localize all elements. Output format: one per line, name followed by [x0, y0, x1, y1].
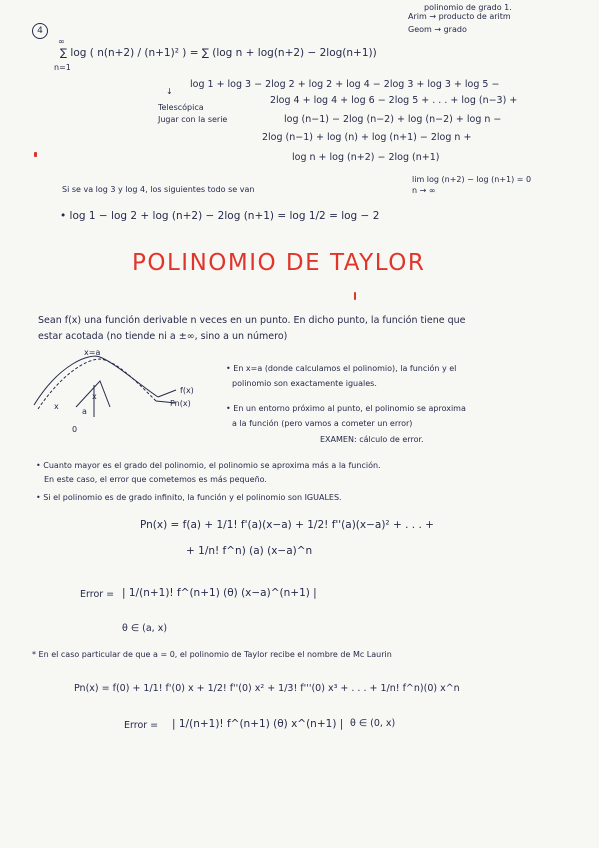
- bullet-3a: • Cuanto mayor es el grado del polinomio, el polinomio se aproxima más a la función.: [36, 461, 381, 470]
- header-note-3: Geom → grado: [408, 25, 467, 34]
- bullet-4: • Si el polinomio es de grado infinito, la función y el polinomio son IGUALES.: [36, 493, 342, 502]
- bullet-2a: • En un entorno próximo al punto, el polinomio se aproxima: [226, 404, 466, 413]
- expansion-line-1: log 1 + log 3 − 2log 2 + log 2 + log 4 − 2log 3 + log 3 + log 5 −: [190, 79, 500, 90]
- error-expression: | 1/(n+1)! f^(n+1) (θ) (x−a)^(n+1) |: [122, 587, 317, 599]
- graph-label-x1: x: [54, 402, 59, 411]
- header-note-1: polinomio de grado 1.: [424, 3, 512, 12]
- red-mark: [34, 152, 37, 157]
- taylor-formula-1: Pn(x) = f(a) + 1/1! f'(a)(x−a) + 1/2! f''(a)(x−a)² + . . . +: [140, 519, 434, 531]
- section-title: POLINOMIO DE TAYLOR: [132, 250, 426, 276]
- limit-expression: lim log (n+2) − log (n+1) = 0: [412, 175, 532, 184]
- graph-label-pnx: Pn(x): [170, 399, 191, 408]
- sum-index-top: ∞: [58, 37, 65, 46]
- series-equation: ∑ log ( n(n+2) / (n+1)² ) = ∑ (log n + log(n+2) − 2log(n+1)): [60, 47, 377, 59]
- remark-text: Si se va log 3 y log 4, los siguientes todo se van: [62, 185, 255, 194]
- error-label: Error =: [80, 589, 115, 600]
- maclaurin-error-label: Error =: [124, 720, 159, 731]
- maclaurin-error-expression: | 1/(n+1)! f^(n+1) (θ) x^(n+1) |: [172, 718, 344, 730]
- down-arrow-label: ↓: [166, 87, 173, 96]
- bullet-1b: polinomio son exactamente iguales.: [232, 379, 377, 388]
- graph-label-zero: 0: [72, 425, 78, 434]
- sum-index-bottom: n=1: [54, 63, 71, 72]
- bullet-2b: a la función (pero vamos a cometer un error): [232, 419, 413, 428]
- graph-label-x2: x: [92, 392, 97, 401]
- intro-line-2: estar acotada (no tiende ni a ±∞, sino a un número): [38, 331, 288, 342]
- limit-subscript: n → ∞: [412, 186, 436, 195]
- maclaurin-error-domain: θ ∈ (0, x): [350, 718, 396, 729]
- expansion-line-5: log n + log (n+2) − 2log (n+1): [292, 152, 440, 163]
- bullet-3b: En este caso, el error que cometemos es más pequeño.: [44, 475, 267, 484]
- side-label-play: Jugar con la serie: [158, 115, 228, 124]
- exercise-number: 4: [32, 23, 48, 39]
- graph-label-xa: x=a: [84, 348, 101, 357]
- red-mark: [354, 292, 356, 300]
- maclaurin-formula: Pn(x) = f(0) + 1/1! f'(0) x + 1/2! f''(0) x² + 1/3! f'''(0) x³ + . . . + 1/n! f^n)(0) x^n: [74, 683, 460, 694]
- graph-label-a: a: [82, 407, 87, 416]
- error-domain: θ ∈ (a, x): [122, 623, 168, 634]
- expansion-line-4: 2log (n−1) + log (n) + log (n+1) − 2log n +: [262, 132, 472, 143]
- exam-note: EXAMEN: cálculo de error.: [320, 435, 424, 444]
- label-pointer-f: [158, 390, 176, 397]
- result-line: • log 1 − log 2 + log (n+2) − 2log (n+1) = log 1/2 = log − 2: [60, 210, 380, 222]
- side-label-telescopic: Telescópica: [158, 103, 204, 112]
- graph-label-fx: f(x): [180, 386, 194, 395]
- header-note-2: Arim → producto de aritm: [408, 12, 511, 21]
- taylor-graph: [30, 345, 210, 445]
- bullet-1a: • En x=a (donde calculamos el polinomio), la función y el: [226, 364, 457, 373]
- taylor-formula-2: + 1/n! f^n) (a) (x−a)^n: [186, 545, 313, 557]
- intro-line-1: Sean f(x) una función derivable n veces en un punto. En dicho punto, la función tiene que: [38, 315, 466, 326]
- expansion-line-2: 2log 4 + log 4 + log 6 − 2log 5 + . . . + log (n−3) +: [270, 95, 518, 106]
- maclaurin-intro: * En el caso particular de que a = 0, el polinomio de Taylor recibe el nombre de Mc Laurin: [32, 650, 392, 659]
- expansion-line-3: log (n−1) − 2log (n−2) + log (n−2) + log n −: [284, 114, 502, 125]
